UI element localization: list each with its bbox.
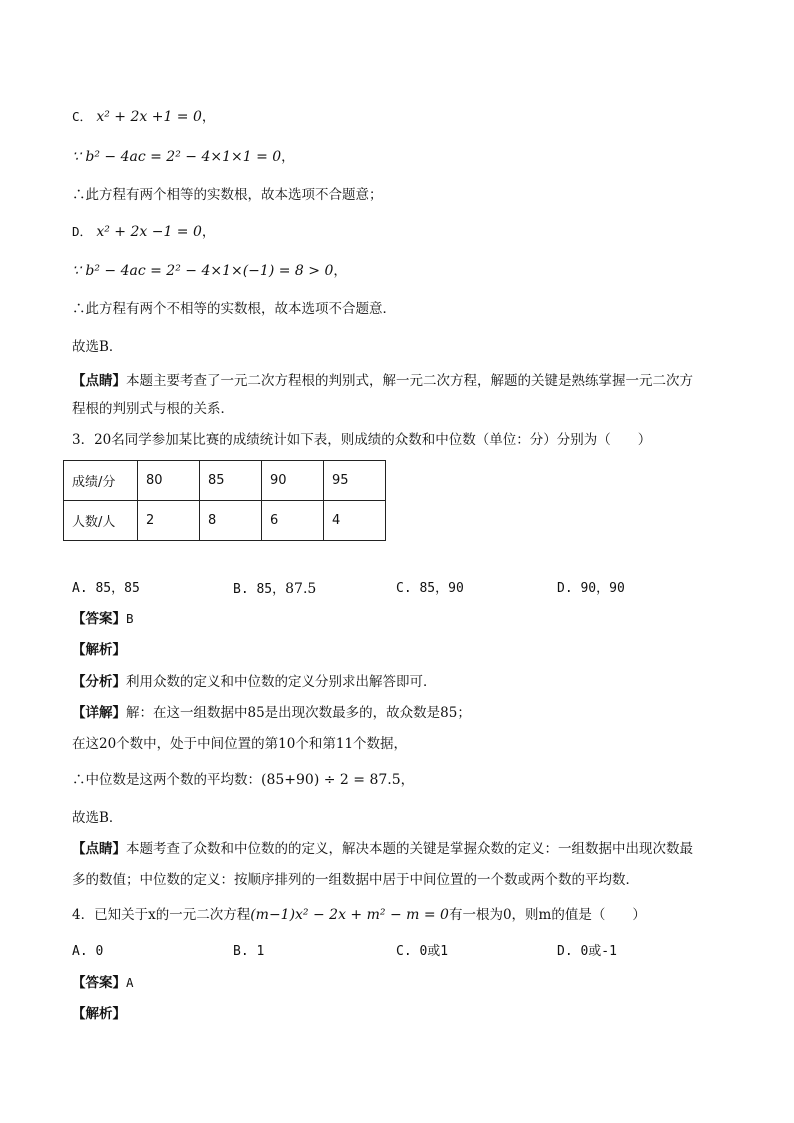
text: ∴此方程有两个不相等的实数根，故本选项不合题意． <box>72 301 396 317</box>
q3-comment-line-2 <box>72 871 639 889</box>
q4-answer-line <box>72 974 134 992</box>
table-cell: 85 <box>200 461 262 501</box>
table-cell: 4 <box>324 501 386 541</box>
section-tag: 【详解】 <box>72 705 126 721</box>
text: ∴此方程有两个相等的实数根，故本选项不合题意； <box>72 187 383 203</box>
conclusion-line-c <box>72 186 383 204</box>
q3-fenxi-line <box>72 673 437 691</box>
q3-answer-line <box>72 610 134 628</box>
discriminant-line-d <box>72 262 347 280</box>
discriminant-line-c <box>72 148 295 166</box>
punctuation: ， <box>333 263 347 279</box>
q3-option-c: C. 85，90 <box>396 581 464 596</box>
section-tag: 【答案】 <box>72 975 126 991</box>
text: 本题考查了众数和中位数的的定义，解决本题的关键是掌握众数的定义：一组数据中出现次数最 <box>126 841 693 857</box>
table-cell: 成绩/分 <box>64 461 138 501</box>
q3-option-b <box>233 580 316 599</box>
q3-detail-line-3 <box>72 771 414 789</box>
text: 利用众数的定义和中位数的定义分别求出解答即可． <box>126 674 437 690</box>
q4-analysis-tag <box>72 1005 126 1023</box>
option-label: B. 85， <box>233 582 286 597</box>
punctuation: ， <box>201 224 216 240</box>
q3-comment-line-1 <box>72 840 693 858</box>
section-tag: 【点睛】 <box>72 841 126 857</box>
question-text: 有一根为0，则m的值是（ ） <box>448 907 646 923</box>
table-cell: 90 <box>262 461 324 501</box>
q3-option-a: A. 85，85 <box>72 581 140 596</box>
table-row <box>64 461 386 501</box>
text: 本题主要考查了一元二次方程根的判别式，解一元二次方程，解题的关键是熟练掌握一元二次方 <box>126 373 693 389</box>
question-4 <box>72 906 646 924</box>
option-label: D． <box>72 224 93 239</box>
equation: x² + 2x −1 = 0 <box>96 224 202 240</box>
punctuation: ， <box>201 109 216 125</box>
table-cell: 2 <box>138 501 200 541</box>
equation: x² + 2x +1 = 0 <box>96 109 202 125</box>
section-tag: 【分析】 <box>72 674 126 690</box>
q3-detail-line-2 <box>72 735 407 753</box>
comment-line-1 <box>72 372 693 390</box>
q3-detail-line-4 <box>72 809 122 827</box>
section-tag: 【点睛】 <box>72 373 126 389</box>
text: 解：在这一组数据中85是出现次数最多的，故众数是85； <box>126 705 471 721</box>
table-cell: 80 <box>138 461 200 501</box>
section-tag: 【解析】 <box>72 1006 126 1022</box>
q4-option-a: A. 0 <box>72 944 104 959</box>
answer-value: B <box>126 611 134 626</box>
conclusion-line-d <box>72 300 396 318</box>
q3-analysis-tag <box>72 641 126 659</box>
option-c-line <box>72 108 215 126</box>
equation: ∵ b² − 4ac = 2² − 4×1×1 = 0 <box>72 149 282 165</box>
answer-value: A <box>126 975 134 990</box>
table-cell: 6 <box>262 501 324 541</box>
text: 程根的判别式与根的关系． <box>72 401 234 417</box>
q4-option-c: C. 0或1 <box>396 944 449 959</box>
text: 在这20个数中，处于中间位置的第10个和第11个数据， <box>72 736 408 752</box>
question-3 <box>72 431 651 449</box>
q4-option-d: D. 0或-1 <box>557 944 617 959</box>
option-value: 87.5 <box>285 581 317 597</box>
equation: ∵ b² − 4ac = 2² − 4×1×(−1) = 8 > 0 <box>72 263 334 279</box>
text: 多的数值；中位数的定义：按顺序排列的一组数据中居于中间位置的一个数或两个数的平均数． <box>72 872 639 888</box>
table-cell: 人数/人 <box>64 501 138 541</box>
question-text: 4．已知关于x的一元二次方程 <box>72 907 251 923</box>
text: 故选B． <box>72 339 123 355</box>
equation: (m−1)x² − 2x + m² − m = 0 <box>250 907 449 923</box>
option-d-line <box>72 223 215 241</box>
section-tag: 【解析】 <box>72 642 126 658</box>
comment-line-2 <box>72 400 234 418</box>
score-table <box>63 460 386 541</box>
section-tag: 【答案】 <box>72 611 126 627</box>
question-text: 3．20名同学参加某比赛的成绩统计如下表，则成绩的众数和中位数（单位：分）分别为（ ） <box>72 432 652 448</box>
text: 故选B． <box>72 810 123 826</box>
equation: (85+90) ÷ 2 = 87.5 <box>261 772 401 788</box>
punctuation: ， <box>281 149 295 165</box>
option-label: C． <box>72 109 93 124</box>
text: ∴中位数是这两个数的平均数： <box>72 772 261 788</box>
q3-option-d: D. 90，90 <box>557 581 625 596</box>
punctuation: ， <box>400 772 415 788</box>
table-cell: 95 <box>324 461 386 501</box>
q4-option-b: B. 1 <box>233 944 265 959</box>
table-row <box>64 501 386 541</box>
table-cell: 8 <box>200 501 262 541</box>
choose-line <box>72 338 122 356</box>
q3-xiangjie-line <box>72 704 471 722</box>
